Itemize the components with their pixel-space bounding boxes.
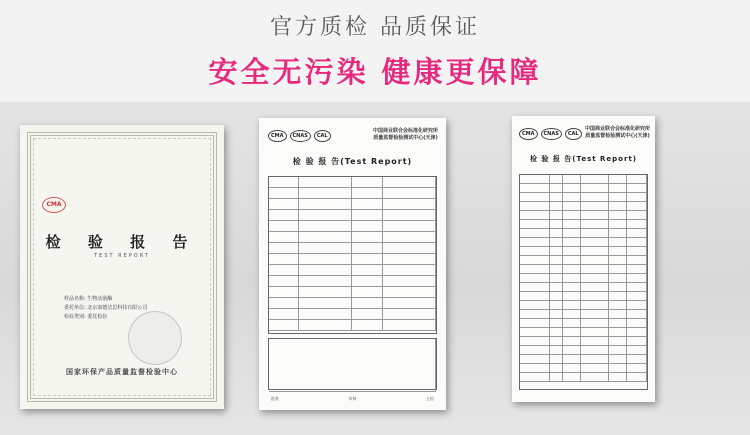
header-banner — [0, 0, 750, 102]
table-cell — [299, 298, 352, 309]
table-cell — [520, 373, 550, 382]
table-cell — [269, 177, 299, 188]
official-seal-icon — [128, 311, 182, 365]
table-cell — [383, 265, 436, 276]
org-line: 中国商业联合会标准化研究所 — [584, 126, 650, 132]
table-cell — [269, 210, 299, 221]
table-cell — [609, 193, 627, 202]
table-cell — [520, 256, 550, 265]
table-cell — [581, 346, 609, 355]
table-cell — [581, 247, 609, 256]
table-cell — [352, 210, 382, 221]
org-line: 质量监督检验测试中心(天津) — [585, 133, 650, 139]
table-cell — [520, 202, 550, 211]
cma-logo-icon: CMA — [268, 130, 287, 142]
table-cell — [581, 355, 609, 364]
report-title: 检 验 报 告(Test Report) — [292, 157, 413, 166]
table-cell — [609, 337, 627, 346]
table-cell — [563, 175, 581, 184]
table-cell — [627, 193, 647, 202]
table-cell — [550, 211, 563, 220]
report-notes-box — [268, 338, 437, 390]
table-cell — [627, 346, 647, 355]
table-cell — [269, 232, 299, 243]
table-cell — [520, 238, 550, 247]
table-cell — [550, 175, 563, 184]
table-cell — [550, 202, 563, 211]
table-cell — [299, 276, 352, 287]
table-cell — [563, 310, 581, 319]
table-cell — [299, 177, 352, 188]
report-logos — [519, 128, 582, 138]
table-cell — [520, 220, 550, 229]
table-cell — [627, 310, 647, 319]
table-cell — [550, 337, 563, 346]
table-cell — [520, 211, 550, 220]
document-gallery — [0, 102, 750, 435]
table-cell — [581, 364, 609, 373]
table-cell — [609, 319, 627, 328]
table-cell — [609, 256, 627, 265]
report-organization — [585, 126, 650, 140]
table-cell — [563, 337, 581, 346]
cma-logo-icon: CMA — [42, 197, 66, 213]
table-cell — [383, 320, 436, 331]
table-cell — [550, 319, 563, 328]
certificate-issuer: 国家环保产品质量监督检验中心 — [66, 368, 178, 376]
table-cell — [383, 210, 436, 221]
table-cell — [550, 364, 563, 373]
table-cell — [563, 265, 581, 274]
certificate-fields — [64, 295, 147, 322]
cal-logo-icon: CAL — [565, 128, 582, 140]
table-cell — [609, 247, 627, 256]
table-cell — [352, 199, 382, 210]
table-cell — [563, 220, 581, 229]
table-cell — [627, 373, 647, 382]
table-cell — [352, 232, 382, 243]
table-cell — [383, 221, 436, 232]
table-cell — [609, 283, 627, 292]
table-cell — [627, 256, 647, 265]
report-info-table — [268, 176, 437, 334]
table-cell — [563, 211, 581, 220]
table-cell — [520, 301, 550, 310]
table-cell — [581, 220, 609, 229]
certificate-subtitle: TEST REPORT — [94, 253, 150, 259]
table-cell — [627, 247, 647, 256]
table-cell — [299, 243, 352, 254]
table-cell — [383, 232, 436, 243]
table-cell — [299, 221, 352, 232]
table-cell — [299, 309, 352, 320]
table-cell — [269, 320, 299, 331]
table-cell — [609, 265, 627, 274]
cal-logo-icon: CAL — [314, 130, 331, 142]
table-cell — [520, 184, 550, 193]
table-cell — [627, 355, 647, 364]
table-cell — [609, 373, 627, 382]
table-cell — [520, 193, 550, 202]
table-cell — [352, 298, 382, 309]
table-cell — [609, 364, 627, 373]
tagline: 安全无污染 健康更保障 — [208, 55, 542, 89]
table-cell — [550, 193, 563, 202]
table-cell — [383, 254, 436, 265]
table-cell — [581, 265, 609, 274]
table-cell — [299, 254, 352, 265]
table-cell — [581, 229, 609, 238]
table-cell — [609, 292, 627, 301]
table-cell — [269, 298, 299, 309]
table-cell — [383, 298, 436, 309]
table-cell — [563, 247, 581, 256]
table-cell — [609, 229, 627, 238]
table-cell — [352, 320, 382, 331]
table-cell — [563, 238, 581, 247]
table-cell — [299, 320, 352, 331]
table-cell — [627, 184, 647, 193]
table-cell — [299, 199, 352, 210]
table-cell — [627, 175, 647, 184]
table-cell — [550, 220, 563, 229]
table-cell — [609, 175, 627, 184]
table-cell — [352, 287, 382, 298]
table-cell — [550, 292, 563, 301]
table-cell — [520, 265, 550, 274]
table-cell — [581, 319, 609, 328]
table-cell — [352, 243, 382, 254]
table-cell — [563, 373, 581, 382]
certificate-title: 检 验 报 告 — [45, 233, 199, 251]
table-cell — [550, 328, 563, 337]
table-cell — [627, 274, 647, 283]
table-cell — [609, 355, 627, 364]
table-cell — [520, 346, 550, 355]
table-cell — [609, 238, 627, 247]
table-cell — [520, 175, 550, 184]
table-cell — [269, 309, 299, 320]
table-cell — [520, 247, 550, 256]
table-cell — [563, 283, 581, 292]
report-results-table — [519, 174, 648, 390]
table-cell — [352, 265, 382, 276]
table-cell — [563, 292, 581, 301]
table-cell — [352, 254, 382, 265]
cnas-logo-icon: CNAS — [541, 128, 562, 140]
signature-label: 批准 — [271, 396, 279, 401]
table-cell — [609, 220, 627, 229]
table-cell — [352, 309, 382, 320]
table-cell — [581, 193, 609, 202]
table-cell — [550, 247, 563, 256]
certificate-field: 样品名称: 生物活菌酶 — [64, 296, 113, 302]
table-cell — [550, 238, 563, 247]
report-organization — [373, 128, 438, 142]
table-cell — [550, 229, 563, 238]
table-cell — [563, 184, 581, 193]
table-cell — [269, 276, 299, 287]
report-logos — [268, 130, 331, 140]
table-cell — [352, 188, 382, 199]
table-cell — [581, 184, 609, 193]
org-line: 质量监督检验测试中心(天津) — [373, 135, 438, 141]
table-cell — [627, 202, 647, 211]
table-cell — [563, 202, 581, 211]
table-cell — [581, 283, 609, 292]
report-notes — [269, 339, 436, 392]
table-cell — [550, 256, 563, 265]
table-cell — [299, 232, 352, 243]
table-cell — [627, 283, 647, 292]
headline: 官方质检 品质保证 — [270, 15, 480, 40]
table-cell — [609, 184, 627, 193]
table-cell — [609, 211, 627, 220]
table-cell — [609, 310, 627, 319]
table-cell — [550, 346, 563, 355]
table-cell — [550, 373, 563, 382]
table-cell — [383, 188, 436, 199]
table-cell — [563, 256, 581, 265]
table-cell — [269, 243, 299, 254]
table-cell — [563, 355, 581, 364]
table-cell — [520, 355, 550, 364]
table-cell — [627, 328, 647, 337]
signature-label: 主检 — [426, 396, 434, 401]
table-cell — [520, 310, 550, 319]
table-cell — [627, 364, 647, 373]
table-cell — [627, 319, 647, 328]
table-cell — [352, 221, 382, 232]
org-line: 中国商业联合会标准化研究所 — [372, 128, 438, 134]
table-cell — [627, 211, 647, 220]
table-cell — [383, 177, 436, 188]
table-cell — [627, 229, 647, 238]
table-cell — [581, 328, 609, 337]
table-cell — [563, 229, 581, 238]
report-signatures — [271, 396, 434, 402]
table-cell — [609, 328, 627, 337]
table-cell — [520, 319, 550, 328]
table-cell — [581, 256, 609, 265]
certificate-field: 委托单位: 北京康德洁思科技有限公司 — [64, 305, 148, 311]
table-cell — [563, 364, 581, 373]
table-cell — [563, 319, 581, 328]
table-cell — [550, 310, 563, 319]
table-cell — [269, 188, 299, 199]
table-cell — [520, 364, 550, 373]
table-cell — [581, 310, 609, 319]
table-cell — [627, 220, 647, 229]
table-cell — [299, 188, 352, 199]
signature-label: 审核 — [348, 396, 357, 401]
table-cell — [581, 238, 609, 247]
table-cell — [627, 265, 647, 274]
table-cell — [550, 301, 563, 310]
table-cell — [550, 355, 563, 364]
table-cell — [563, 274, 581, 283]
table-cell — [299, 210, 352, 221]
table-cell — [550, 283, 563, 292]
certificate-cover — [20, 125, 224, 409]
table-cell — [581, 373, 609, 382]
table-cell — [520, 274, 550, 283]
table-cell — [269, 287, 299, 298]
table-cell — [581, 202, 609, 211]
table-cell — [563, 301, 581, 310]
table-cell — [269, 199, 299, 210]
table-cell — [352, 276, 382, 287]
certificate-field: 检验类别: 委托检验 — [64, 314, 108, 320]
table-cell — [581, 337, 609, 346]
table-cell — [520, 328, 550, 337]
table-cell — [520, 292, 550, 301]
table-cell — [581, 211, 609, 220]
table-cell — [627, 301, 647, 310]
table-cell — [550, 265, 563, 274]
table-cell — [269, 265, 299, 276]
table-cell — [563, 328, 581, 337]
table-cell — [550, 274, 563, 283]
report-sheet-2 — [512, 116, 655, 402]
table-cell — [627, 292, 647, 301]
table-cell — [520, 337, 550, 346]
table-cell — [383, 276, 436, 287]
table-cell — [550, 184, 563, 193]
table-cell — [299, 265, 352, 276]
table-cell — [383, 287, 436, 298]
table-cell — [352, 177, 382, 188]
report-sheet-1 — [259, 118, 446, 410]
table-cell — [269, 254, 299, 265]
table-cell — [581, 175, 609, 184]
certificate-inner-border — [33, 138, 211, 396]
table-cell — [383, 199, 436, 210]
table-cell — [581, 292, 609, 301]
table-cell — [383, 309, 436, 320]
table-cell — [627, 238, 647, 247]
table-cell — [609, 301, 627, 310]
table-cell — [520, 283, 550, 292]
table-cell — [383, 243, 436, 254]
cma-logo-icon: CMA — [519, 128, 538, 140]
table-cell — [299, 287, 352, 298]
table-cell — [609, 346, 627, 355]
table-cell — [581, 274, 609, 283]
table-cell — [520, 229, 550, 238]
table-cell — [563, 346, 581, 355]
table-cell — [581, 301, 609, 310]
table-cell — [563, 193, 581, 202]
table-cell — [269, 221, 299, 232]
table-cell — [609, 202, 627, 211]
table-cell — [609, 274, 627, 283]
report-title: 检 验 报 告(Test Report) — [529, 155, 637, 163]
table-cell — [627, 337, 647, 346]
cnas-logo-icon: CNAS — [290, 130, 311, 142]
